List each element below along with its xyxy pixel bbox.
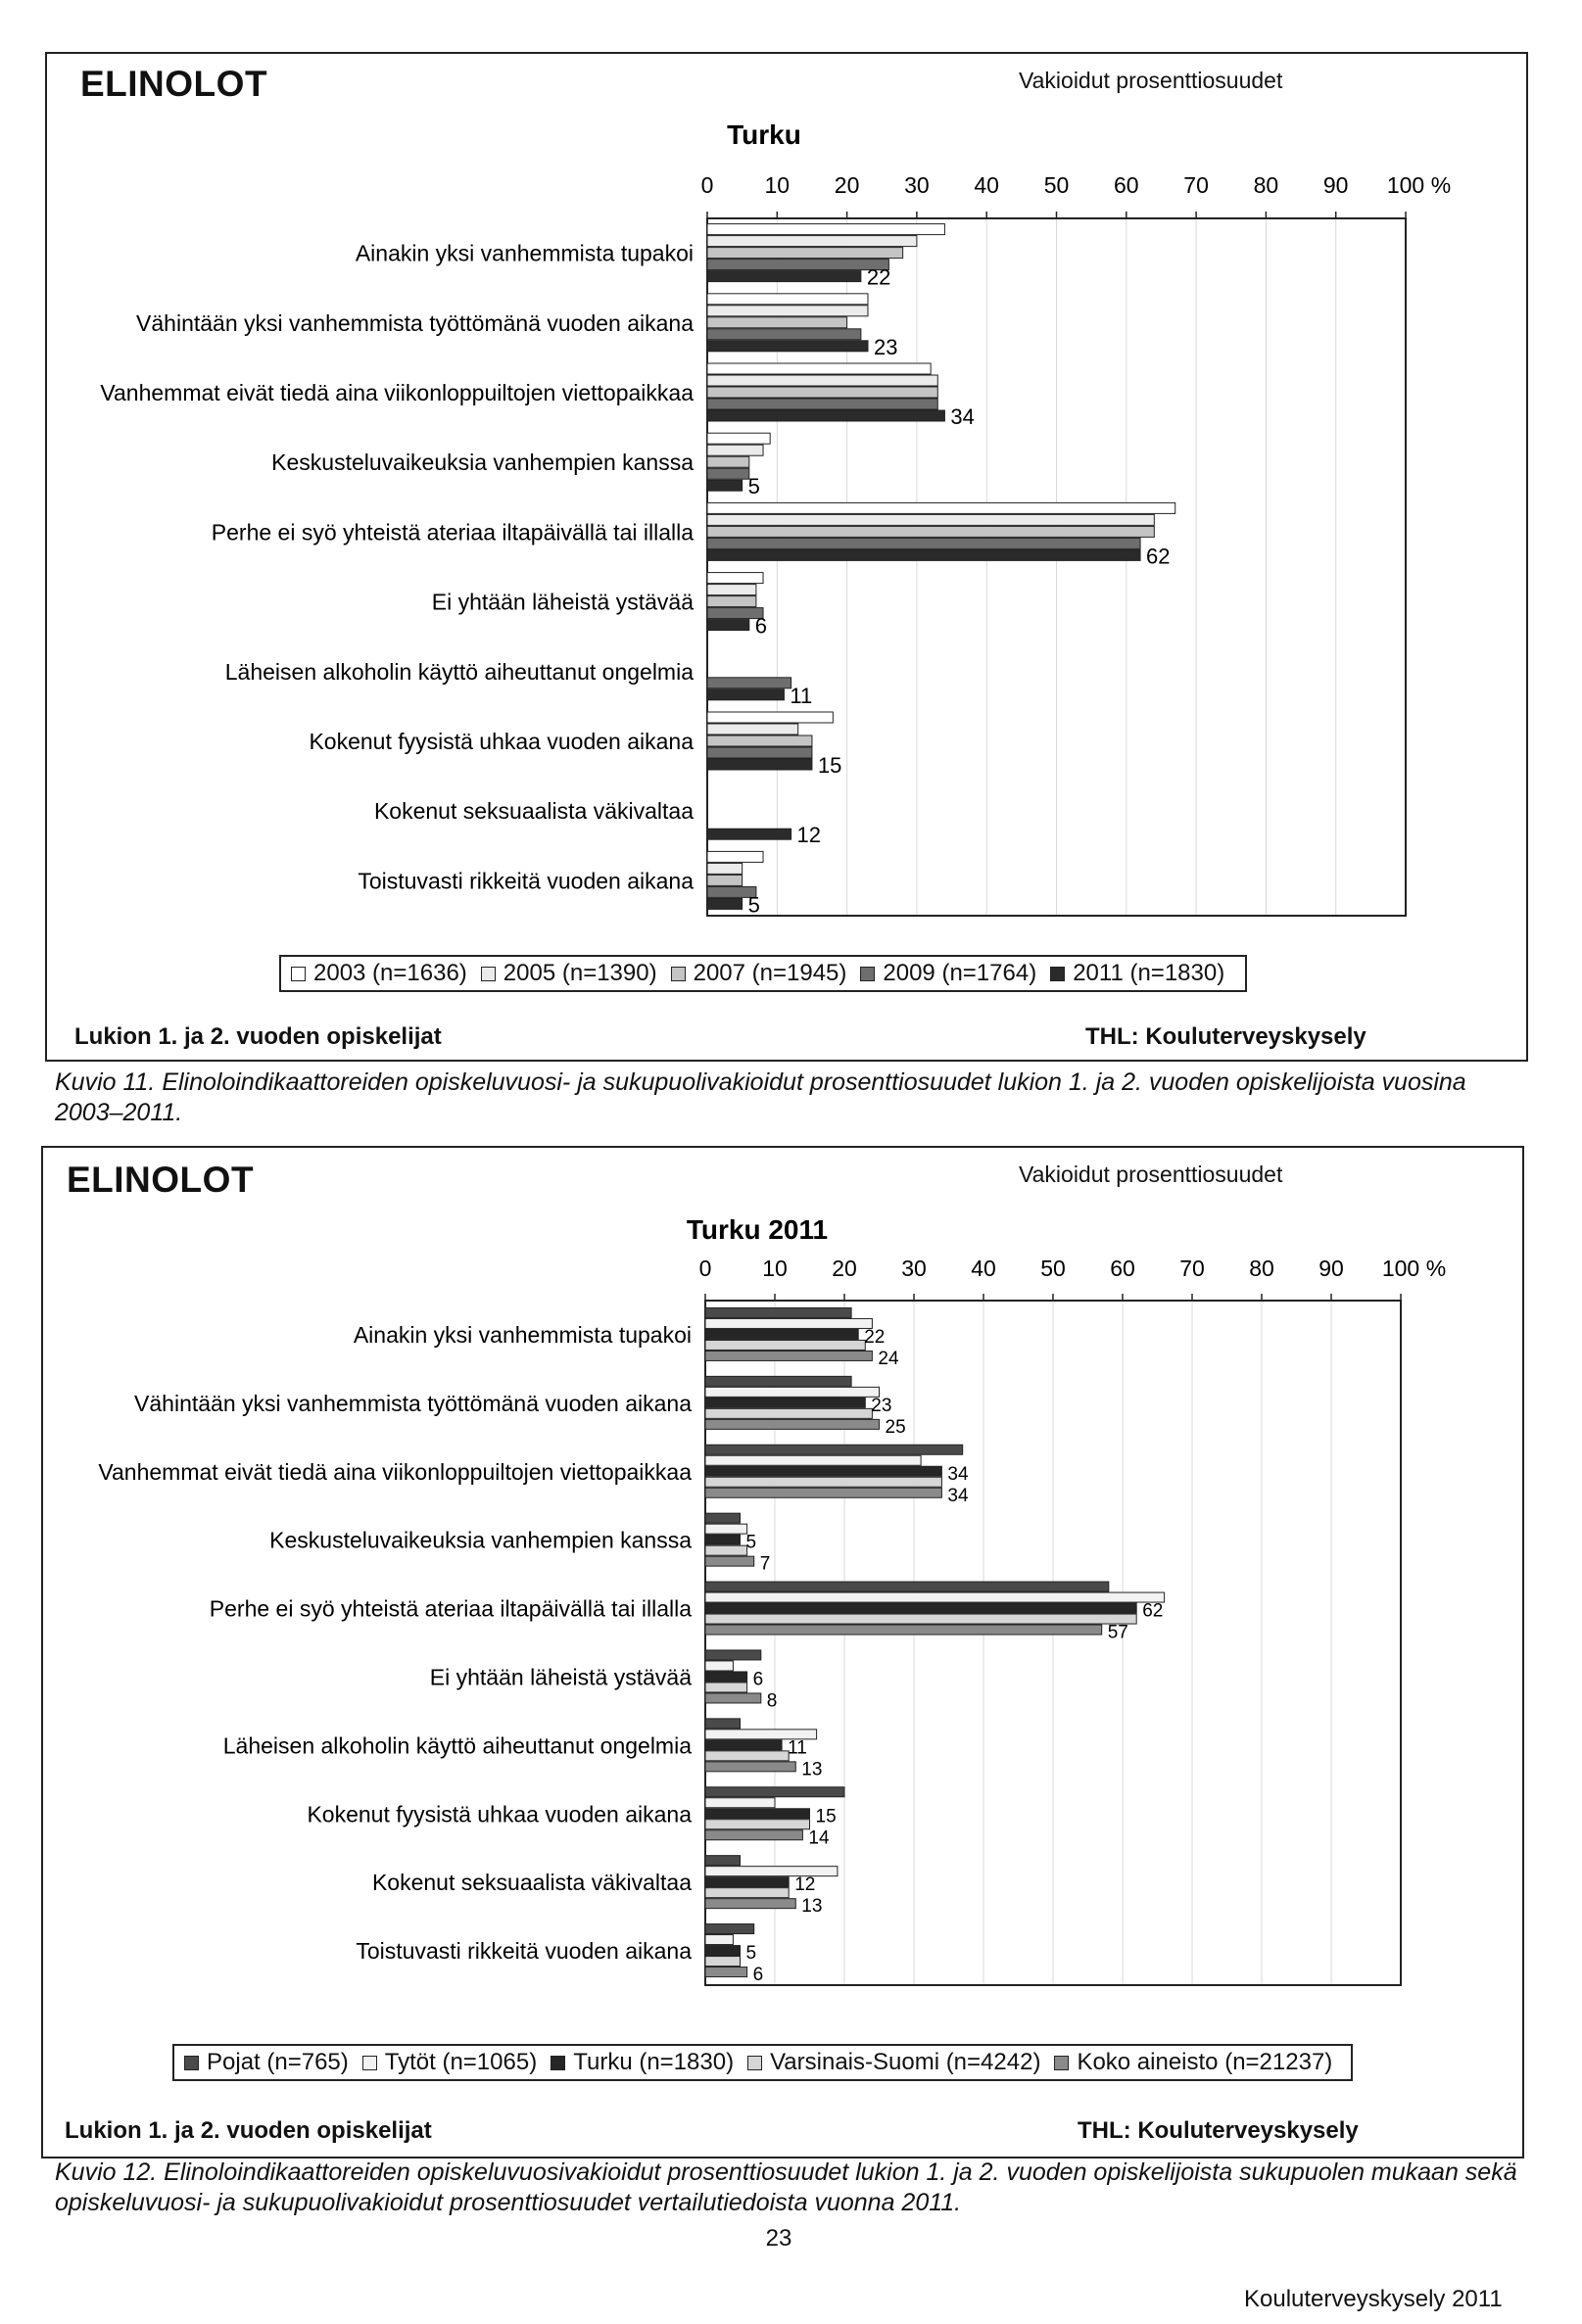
data-label: 15 — [817, 753, 842, 778]
data-label: 8 — [766, 1690, 778, 1712]
bar-varsinais-suomi-0 — [705, 1340, 865, 1350]
bar-koko-8 — [705, 1899, 795, 1909]
data-label: 25 — [885, 1416, 906, 1438]
bar-tytot-8 — [705, 1867, 838, 1876]
data-label: 57 — [1107, 1622, 1128, 1643]
bar-turku-7 — [705, 1809, 810, 1819]
figure-1-subheading: Vakioidut prosenttiosuudet — [1019, 68, 1283, 93]
category-label-vanhemmat-eiv-t-tied-aina-viikonloppuiltojen-viettopaikkaa: Vanhemmat eivät tiedä aina viikonloppuiltojen viettopaikkaa — [100, 380, 694, 405]
data-label: 23 — [873, 334, 898, 359]
legend-item-tytot — [362, 2049, 537, 2076]
x-tick-label: 10 — [762, 1256, 788, 1281]
data-label: 5 — [747, 892, 760, 918]
category-label-kokenut-fyysist-uhkaa-vuoden-aikana: Kokenut fyysistä uhkaa vuoden aikana — [309, 729, 694, 754]
legend-label: Varsinais-Suomi (n=4242) — [770, 2049, 1041, 2075]
x-tick-label: 100 — [1386, 172, 1425, 198]
category-label-v-hint-n-yksi-vanhemmista-ty-tt-m-n-vuoden-aikana: Vähintään yksi vanhemmista työttömänä vuoden aikana — [134, 1390, 692, 1416]
x-tick-label: 20 — [832, 1256, 857, 1281]
legend-swatch — [362, 2056, 377, 2070]
bar-pojat-6 — [705, 1719, 741, 1729]
bar-tytot-5 — [705, 1661, 733, 1671]
legend-label: 2007 (n=1945) — [693, 960, 847, 986]
data-label: 14 — [808, 1827, 830, 1849]
data-label: 6 — [752, 1965, 764, 1986]
data-label: 11 — [788, 1737, 807, 1759]
legend-item-turku — [551, 2049, 734, 2076]
bar-koko-7 — [705, 1830, 802, 1840]
legend-item-koko — [1054, 2049, 1332, 2076]
x-tick-label: 0 — [698, 1256, 712, 1281]
x-tick-label: 40 — [974, 172, 999, 198]
bar-koko-5 — [705, 1693, 761, 1703]
x-tick-label: 20 — [834, 172, 860, 198]
x-tick-label: 80 — [1249, 1256, 1274, 1281]
legend-swatch — [184, 2056, 199, 2070]
bar-turku-8 — [705, 1877, 789, 1887]
legend-label: 2009 (n=1764) — [883, 960, 1037, 986]
legend-label: Turku (n=1830) — [573, 2049, 735, 2075]
bar-varsinais-suomi-3 — [705, 1545, 747, 1555]
bar-pojat-7 — [705, 1787, 844, 1797]
chart-title: Turku — [727, 119, 801, 150]
bar-pojat-0 — [705, 1307, 851, 1317]
bar-turku-6 — [705, 1740, 782, 1750]
category-label-vanhemmat-eiv-t-tied-aina-viikonloppuiltojen-viettopaikkaa: Vanhemmat eivät tiedä aina viikonloppuiltojen viettopaikkaa — [98, 1458, 692, 1485]
x-tick-label: 50 — [1043, 172, 1070, 198]
category-label-v-hint-n-yksi-vanhemmista-ty-tt-m-n-vuoden-aikana: Vähintään yksi vanhemmista työttömänä vuoden aikana — [136, 309, 694, 336]
data-label: 34 — [947, 1485, 969, 1506]
bar-varsinais-suomi-4 — [705, 1614, 1136, 1624]
x-tick-label: 80 — [1253, 172, 1279, 198]
x-tick-label: 70 — [1183, 172, 1209, 198]
data-label: 62 — [1142, 1600, 1164, 1622]
bar-koko-1 — [705, 1419, 880, 1429]
category-label-keskusteluvaikeuksia-vanhempien-kanssa: Keskusteluvaikeuksia vanhempien kanssa — [269, 1527, 692, 1553]
x-tick-label: 30 — [901, 1256, 927, 1281]
bar-varsinais-suomi-2 — [705, 1477, 941, 1487]
bar-pojat-2 — [705, 1445, 963, 1454]
x-tick-label: 60 — [1114, 172, 1139, 198]
bar-pojat-1 — [705, 1376, 851, 1386]
data-label: 34 — [947, 1463, 969, 1485]
figure-2-foot-right: THL: Kouluterveyskysely — [1078, 2117, 1359, 2144]
legend-label: Pojat (n=765) — [207, 2049, 349, 2075]
category-label-perhe-ei-sy-yhteist-ateriaa-iltap-iv-ll-tai-illalla: Perhe ei syö yhteistä ateriaa iltapäivällä tai illalla — [211, 519, 694, 545]
category-label-toistuvasti-rikkeit-vuoden-aikana: Toistuvasti rikkeitä vuoden aikana — [356, 1938, 692, 1965]
bar-tytot-7 — [705, 1798, 775, 1808]
bar-varsinais-suomi-8 — [705, 1888, 789, 1898]
bar-varsinais-suomi-5 — [705, 1683, 747, 1692]
bar-tytot-2 — [705, 1455, 921, 1465]
data-label: 15 — [815, 1806, 837, 1827]
x-tick-label: 30 — [904, 172, 930, 198]
category-label-ainakin-yksi-vanhemmista-tupakoi: Ainakin yksi vanhemmista tupakoi — [355, 240, 694, 266]
bar-varsinais-suomi-7 — [705, 1820, 810, 1829]
category-label-toistuvasti-rikkeit-vuoden-aikana: Toistuvasti rikkeitä vuoden aikana — [358, 868, 694, 894]
data-label: 11 — [790, 683, 813, 708]
data-label: 24 — [878, 1348, 899, 1369]
figure-1-foot-right: THL: Kouluterveyskysely — [1085, 1023, 1366, 1050]
legend-label: 2005 (n=1390) — [503, 960, 657, 986]
bar-varsinais-suomi-6 — [705, 1751, 789, 1761]
page-number: 23 — [765, 2225, 792, 2252]
data-label: 12 — [796, 823, 822, 848]
chart-2-legend — [172, 2044, 1353, 2081]
category-label-ainakin-yksi-vanhemmista-tupakoi: Ainakin yksi vanhemmista tupakoi — [353, 1321, 692, 1348]
x-tick-label: 90 — [1318, 1256, 1344, 1281]
bar-pojat-9 — [705, 1924, 754, 1934]
x-unit-label: % — [1425, 1256, 1447, 1281]
category-label-kokenut-fyysist-uhkaa-vuoden-aikana: Kokenut fyysistä uhkaa vuoden aikana — [307, 1801, 692, 1827]
legend-swatch — [747, 2056, 762, 2070]
data-label: 5 — [745, 1943, 757, 1965]
data-label: 62 — [1146, 544, 1171, 569]
x-tick-label: 0 — [700, 172, 714, 198]
data-label: 34 — [950, 404, 975, 429]
bar-turku-9 — [705, 1946, 741, 1956]
bar-koko-9 — [705, 1968, 747, 1977]
x-tick-label: 50 — [1040, 1256, 1066, 1281]
bar-turku-2 — [705, 1466, 941, 1476]
legend-item-pojat — [184, 2049, 349, 2076]
bar-turku-3 — [705, 1535, 741, 1544]
category-label-keskusteluvaikeuksia-vanhempien-kanssa: Keskusteluvaikeuksia vanhempien kanssa — [271, 450, 694, 476]
bar-koko-4 — [705, 1625, 1102, 1635]
figure-1-heading: ELINOLOT — [80, 64, 268, 104]
data-label: 13 — [801, 1759, 823, 1780]
bar-turku-5 — [705, 1672, 747, 1682]
bar-tytot-0 — [705, 1318, 872, 1328]
category-label-kokenut-seksuaalista-v-kivaltaa: Kokenut seksuaalista väkivaltaa — [373, 798, 694, 825]
category-label-l-heisen-alkoholin-k-ytt-aiheuttanut-ongelmia: Läheisen alkoholin käyttö aiheuttanut ongelmia — [222, 1732, 692, 1759]
bar-varsinais-suomi-1 — [705, 1408, 872, 1418]
category-label-kokenut-seksuaalista-v-kivaltaa: Kokenut seksuaalista väkivaltaa — [371, 1870, 692, 1896]
bar-turku-0 — [705, 1329, 858, 1339]
bar-varsinais-suomi-9 — [705, 1957, 741, 1967]
data-label: 22 — [866, 264, 891, 290]
figure-2-foot-left: Lukion 1. ja 2. vuoden opiskelijat — [65, 2117, 432, 2144]
figure-1-foot-left: Lukion 1. ja 2. vuoden opiskelijat — [74, 1023, 442, 1050]
bar-turku-4 — [705, 1603, 1136, 1613]
data-label: 5 — [747, 474, 760, 499]
figure-2-caption: Kuvio 12. Elinoloindikaattoreiden opiskeluvuosivakioidut prosenttiosuudet lukion 1. ja 2. vuoden opiskelijoista sukupuolen mukaan sekä opiskeluvuosi- ja sukupuolivakioidut prosenttiosuudet vertailutiedoista vuonna 2011. — [55, 2158, 1517, 2216]
x-unit-label: % — [1430, 172, 1452, 198]
data-label: 5 — [745, 1532, 757, 1553]
legend-label: 2003 (n=1636) — [313, 960, 467, 986]
data-label: 7 — [759, 1553, 771, 1575]
bar-koko-6 — [705, 1762, 795, 1772]
bar-tytot-1 — [705, 1387, 880, 1397]
x-tick-label: 70 — [1179, 1256, 1205, 1281]
bar-koko-2 — [705, 1488, 941, 1497]
bar-tytot-3 — [705, 1524, 747, 1534]
data-label: 13 — [801, 1896, 823, 1918]
chart-title: Turku 2011 — [686, 1214, 829, 1245]
page-footer: Kouluterveyskysely 2011 — [1244, 2286, 1503, 2312]
category-label-ei-yht-n-l-heist-yst-v: Ei yhtään läheistä ystävää — [431, 589, 694, 615]
legend-label: 2011 (n=1830) — [1073, 960, 1225, 986]
data-label: 12 — [794, 1874, 816, 1896]
category-label-l-heisen-alkoholin-k-ytt-aiheuttanut-ongelmia: Läheisen alkoholin käyttö aiheuttanut ongelmia — [224, 658, 694, 685]
legend-swatch — [1054, 2056, 1069, 2070]
figure-2-subheading: Vakioidut prosenttiosuudet — [1019, 1162, 1283, 1187]
data-label: 23 — [871, 1395, 892, 1416]
x-tick-label: 60 — [1110, 1256, 1135, 1281]
bar-tytot-9 — [705, 1935, 733, 1945]
bar-pojat-8 — [705, 1856, 741, 1866]
data-label: 6 — [752, 1669, 764, 1690]
bar-pojat-3 — [705, 1513, 741, 1523]
figure-1-caption: Kuvio 11. Elinoloindikaattoreiden opiskeluvuosi- ja sukupuolivakioidut prosenttiosuudet lukion 1. ja 2. vuoden opiskelijoista vuosina 2003–2011. — [55, 1068, 1466, 1126]
bar-turku-1 — [705, 1398, 865, 1407]
x-tick-label: 100 — [1381, 1256, 1420, 1281]
bar-pojat-5 — [705, 1650, 761, 1660]
figure-2-heading: ELINOLOT — [67, 1160, 255, 1200]
bar-tytot-4 — [705, 1592, 1165, 1602]
x-tick-label: 40 — [971, 1256, 996, 1281]
category-label-ei-yht-n-l-heist-yst-v: Ei yhtään läheistä ystävää — [429, 1664, 692, 1690]
bar-koko-0 — [705, 1351, 872, 1360]
legend-label: Tytöt (n=1065) — [384, 2049, 538, 2075]
legend-item-varsinais-suomi — [747, 2049, 1040, 2076]
legend-label: Koko aineisto (n=21237) — [1077, 2049, 1333, 2075]
category-label-perhe-ei-sy-yhteist-ateriaa-iltap-iv-ll-tai-illalla: Perhe ei syö yhteistä ateriaa iltapäivällä tai illalla — [209, 1595, 692, 1622]
data-label: 22 — [864, 1326, 886, 1348]
legend-swatch — [551, 2056, 565, 2070]
bar-koko-3 — [705, 1556, 754, 1566]
x-tick-label: 90 — [1322, 172, 1349, 198]
bar-pojat-4 — [705, 1582, 1109, 1591]
data-label: 6 — [754, 613, 768, 639]
x-tick-label: 10 — [764, 172, 791, 198]
